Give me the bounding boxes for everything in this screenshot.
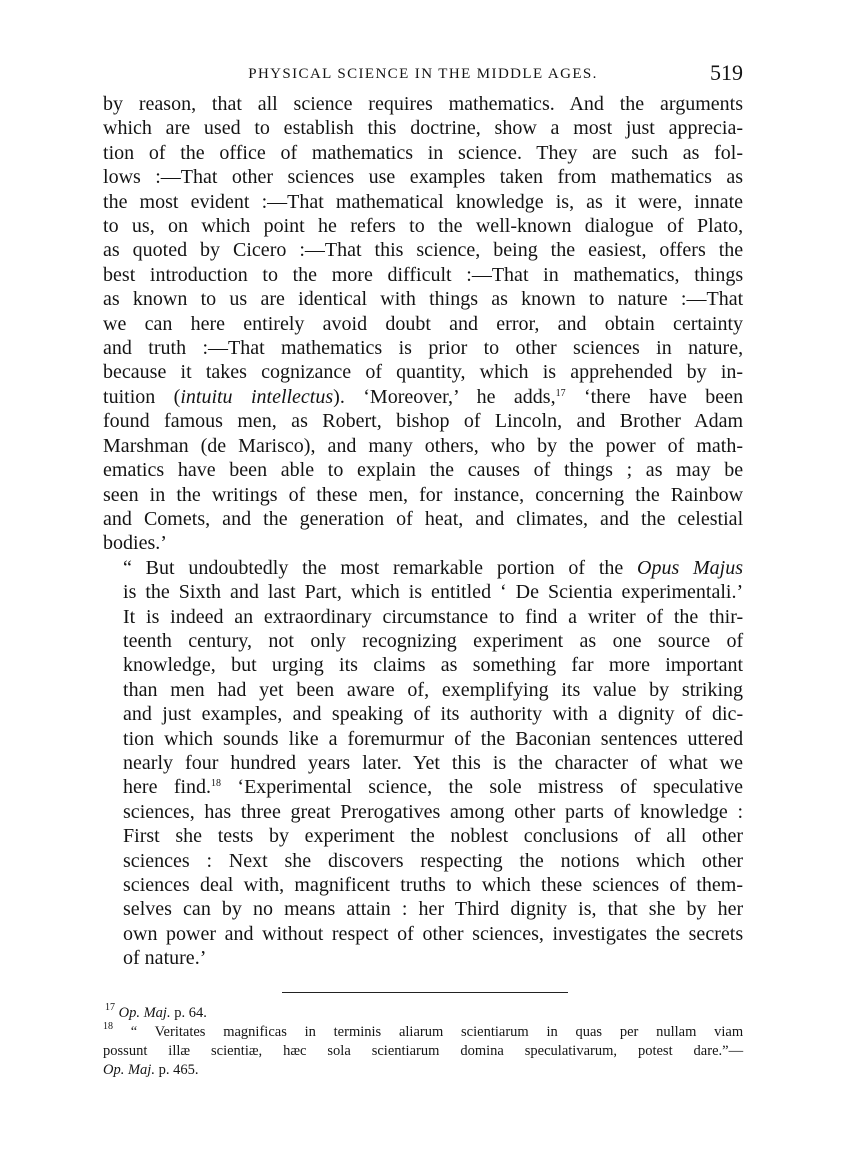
text-line: and Comets, and the generation of heat, and climates, and the celestial: [103, 507, 744, 530]
text-line: sciences, has three great Prerogatives among other parts of knowledge :: [123, 800, 744, 823]
paragraph: [103, 556, 743, 971]
page-header: [103, 60, 743, 90]
text-line: tuition (intuitu intellectus). ‘Moreover,’ he adds,$^{17}$ ‘there have been: [103, 385, 744, 408]
text-line: own power and without respect of other sciences, investigates the secrets: [123, 922, 744, 945]
paragraph: [103, 92, 743, 556]
text-line: is the Sixth and last Part, which is entitled ‘ De Scientia experimentali.’: [123, 581, 744, 604]
text-line: sciences deal with, magnificent truths to which these sciences of them-: [123, 874, 744, 896]
footnote-line: [103, 1004, 743, 1023]
text-line: than men had yet been aware of, exemplifying its value by striking: [123, 678, 744, 701]
text-line: as quoted by Cicero :—That this science, being the easiest, offers the: [103, 239, 744, 262]
footnote-line: [103, 1042, 743, 1061]
text-line: and just examples, and speaking of its authority with a dignity of dic-: [123, 703, 744, 726]
footnote-text: possunt illæ scientiæ, hæc sola scientiarum domina speculativarum, potest dare.”—: [103, 1043, 744, 1059]
text-line: here find.$^{18}$ ‘Experimental science, the sole mistress of speculative: [123, 776, 744, 799]
text-line: lows :—That other sciences use examples taken from mathematics as: [103, 166, 744, 189]
text-line: we can here entirely avoid doubt and error, and obtain certainty: [103, 312, 743, 335]
text-line: bodies.’: [103, 532, 167, 555]
text-line: as known to us are identical with things as known to nature :—That: [103, 288, 744, 311]
text-line: which are used to establish this doctrine, show a most just apprecia-: [103, 117, 744, 140]
text-line: by reason, that all science requires mathematics. And the arguments: [103, 93, 743, 115]
text-line: of nature.’: [123, 947, 207, 970]
page-number: 519: [710, 60, 743, 85]
text-line: because it takes cognizance of quantity, which is apprehended by in-: [103, 361, 744, 384]
footnote-text: Op. Maj. p. 64.: [118, 1005, 207, 1021]
text-line: teenth century, not only recognizing experiment as one source of: [123, 629, 744, 652]
footnote-marker: 18: [103, 1021, 113, 1032]
text-line: found famous men, as Robert, bishop of Lincoln, and Brother Adam: [103, 410, 744, 433]
text-line: nearly four hundred years later. Yet this is the character of what we: [123, 751, 744, 774]
text-line: tion which sounds like a foremurmur of the Baconian sentences uttered: [123, 727, 744, 750]
text-line: knowledge, but urging its claims as something far more important: [123, 654, 744, 677]
text-line: Marshman (de Marisco), and many others, who by the power of math-: [103, 434, 743, 457]
footnote-text: “ Veritates magnificas in terminis aliarum scientiarum in quas per nullam viam: [130, 1024, 744, 1040]
text-line: tion of the office of mathematics in science. They are such as fol-: [103, 141, 744, 164]
text-line: sciences : Next she discovers respecting the notions which other: [123, 849, 744, 872]
text-line: to us, on which point he refers to the well-known dialogue of Plato,: [103, 215, 744, 238]
text-line: First she tests by experiment the noblest conclusions of all other: [123, 825, 744, 848]
running-title: PHYSICAL SCIENCE IN THE MIDDLE AGES.: [248, 66, 598, 82]
footnote-divider: [282, 992, 568, 993]
text-line: “ But undoubtedly the most remarkable portion of the Opus Majus: [123, 556, 744, 579]
body-text: [103, 92, 743, 971]
footnote: [103, 1023, 743, 1080]
text-line: It is indeed an extraordinary circumstance to find a writer of the thir-: [123, 605, 744, 628]
footnote-marker: 17: [105, 1002, 115, 1013]
text-line: ematics have been able to explain the causes of things ; as may be: [103, 459, 744, 482]
text-line: best introduction to the more difficult :—That in mathematics, things: [103, 263, 744, 286]
text-line: the most evident :—That mathematical knowledge is, as it were, innate: [103, 190, 744, 213]
text-line: seen in the writings of these men, for instance, concerning the Rainbow: [103, 483, 744, 506]
text-line: and truth :—That mathematics is prior to other sciences in nature,: [103, 337, 744, 360]
footnote: [103, 1004, 743, 1023]
text-line: selves can by no means attain : her Third dignity is, that she by her: [123, 898, 744, 921]
footnote-line: [103, 1061, 743, 1080]
footnote-line: [103, 1023, 743, 1042]
footnotes: [103, 1004, 743, 1080]
footnote-text: Op. Maj. p. 465.: [103, 1062, 199, 1078]
